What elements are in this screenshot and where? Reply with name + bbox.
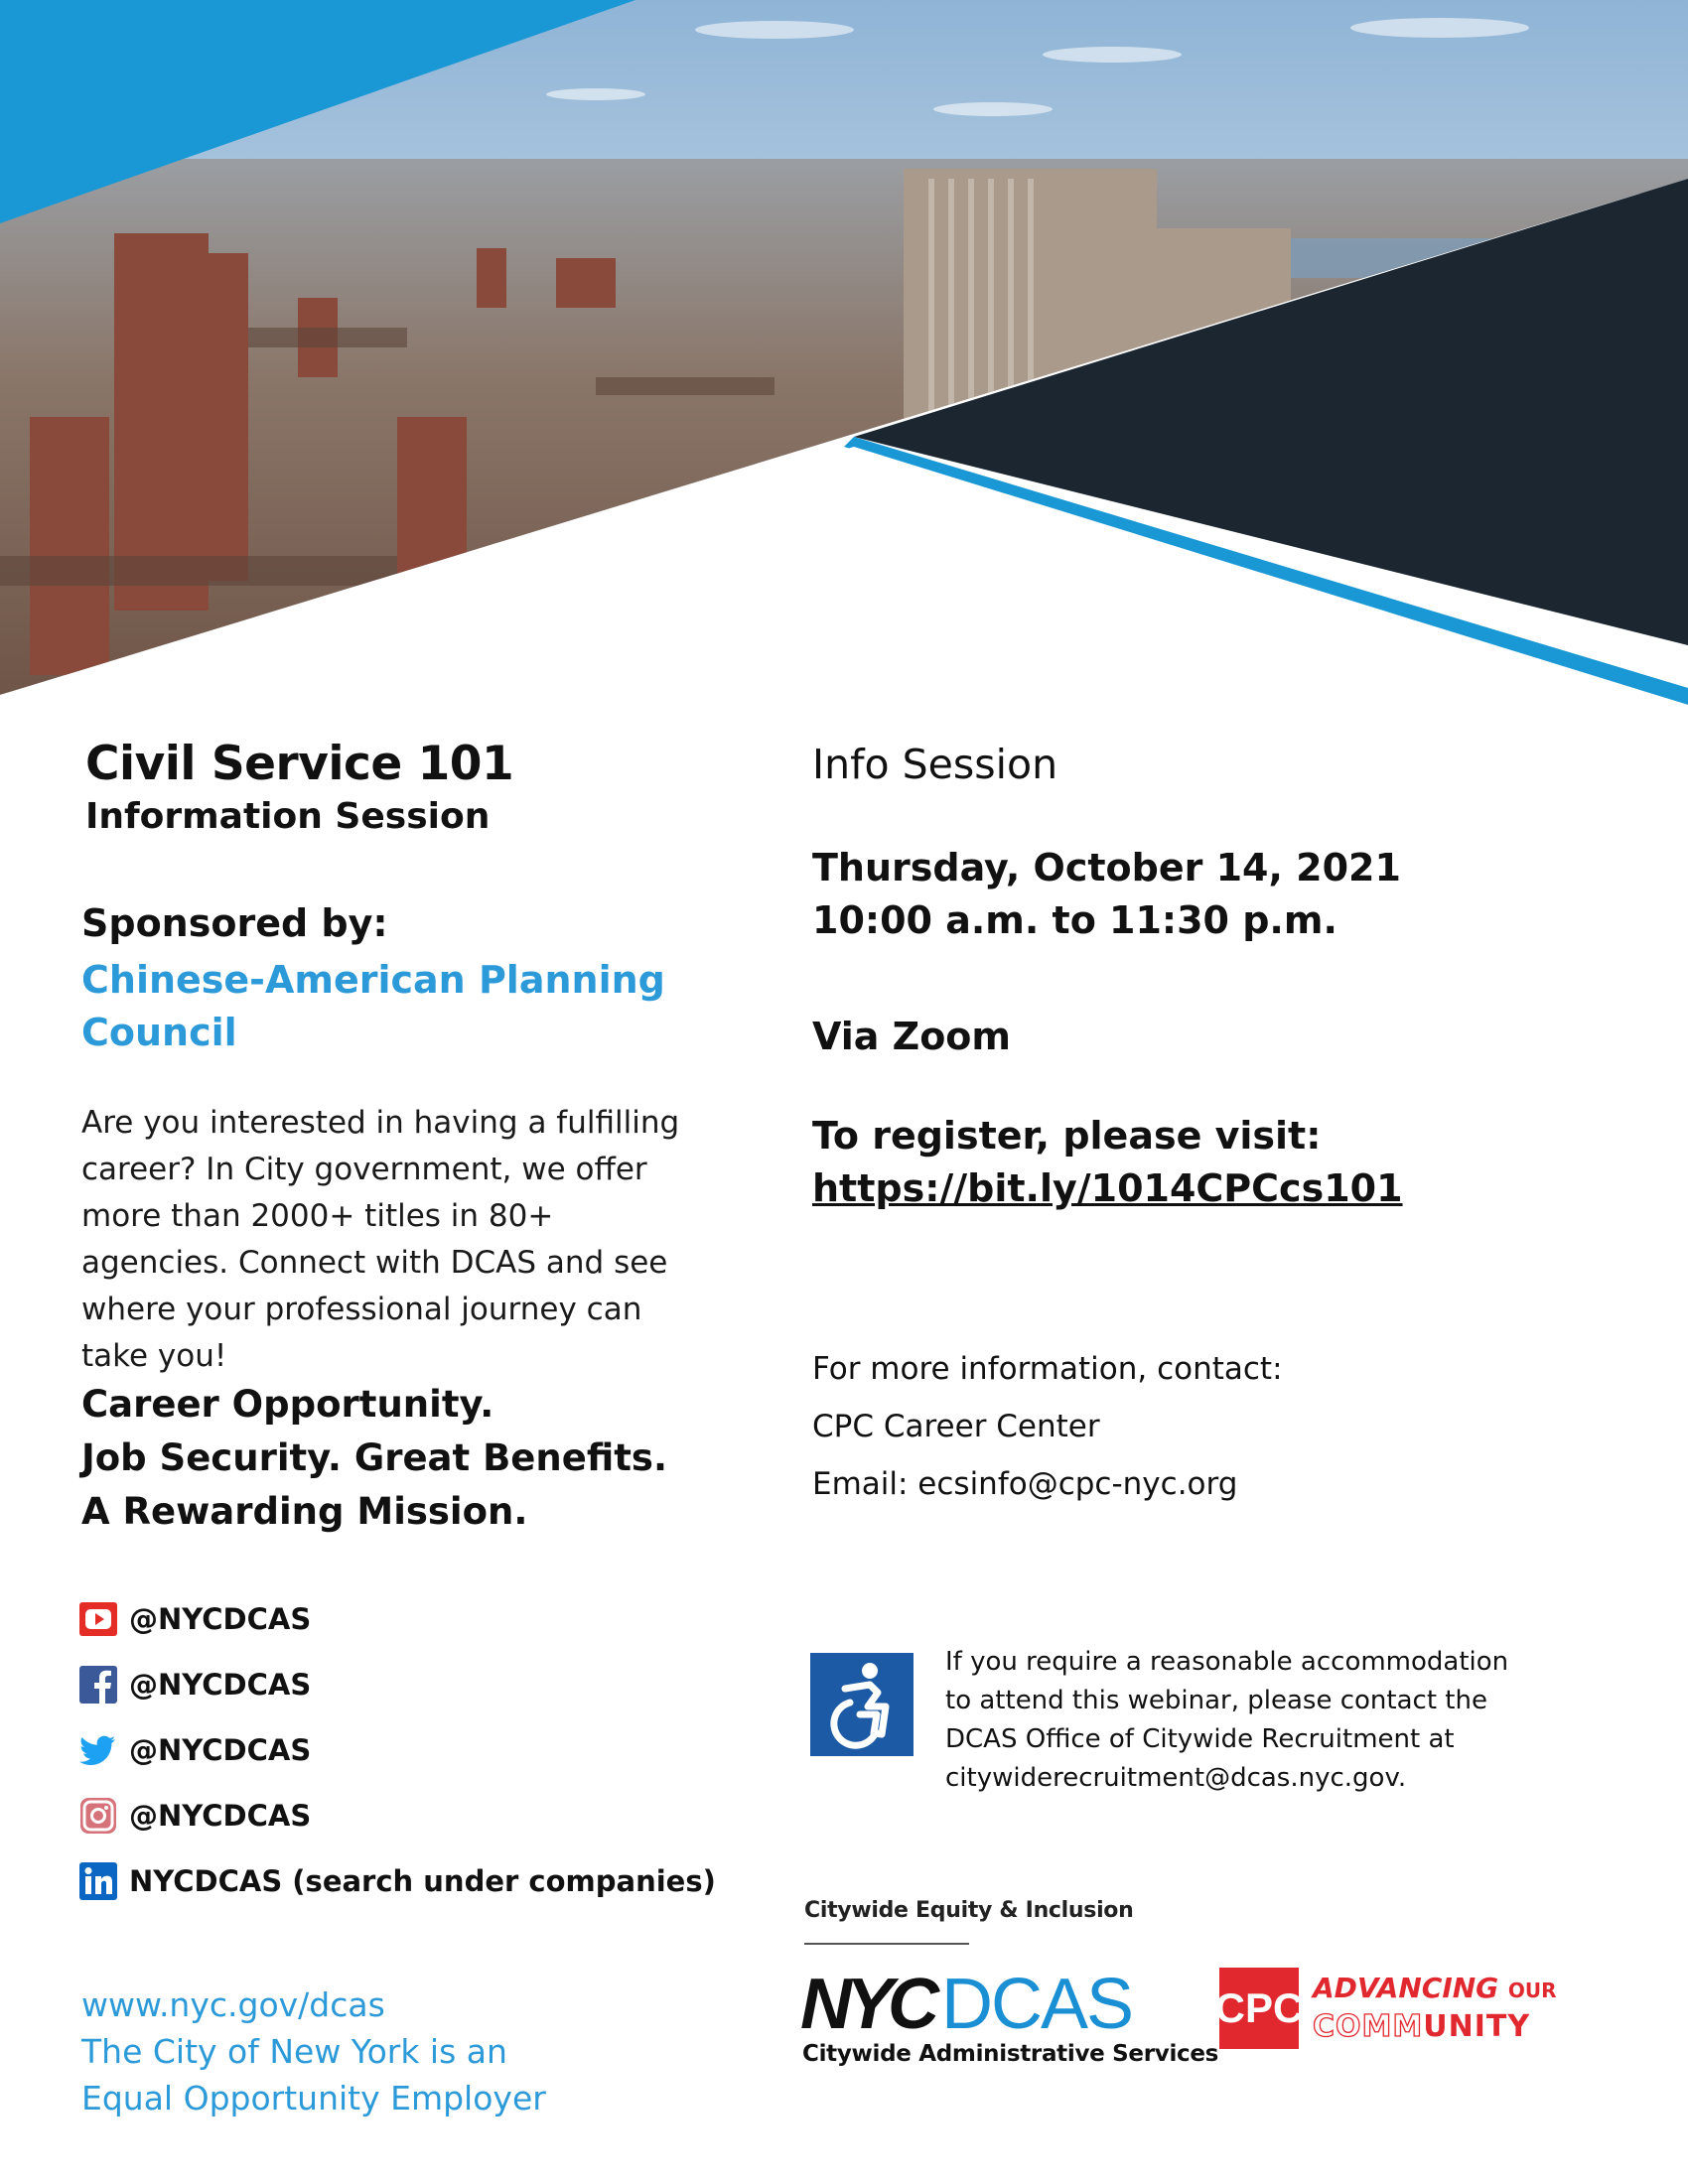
social-youtube[interactable] — [79, 1600, 716, 1638]
dcas-website-link[interactable]: www.nyc.gov/dcas — [81, 1985, 385, 2024]
cpc-slogan-line1 — [1313, 1972, 1557, 2004]
divider — [804, 1943, 969, 1945]
tagline: Career Opportunity. — [81, 1383, 494, 1426]
instagram-icon — [79, 1797, 117, 1835]
contact-label: For more information, contact: — [812, 1351, 1283, 1387]
cpc-logo: CPC — [1219, 1968, 1299, 2049]
youtube-icon — [79, 1600, 117, 1638]
register-label: To register, please visit: — [812, 1114, 1322, 1158]
nyc-dcas-logo — [800, 1964, 1132, 2045]
page-title: Civil Service 101 — [85, 737, 514, 791]
contact-block — [812, 1340, 1283, 1513]
eeo-statement-line: The City of New York is an — [81, 2032, 507, 2071]
page-subtitle: Information Session — [85, 796, 491, 837]
register-link[interactable]: https://bit.ly/1014CPCcs101 — [812, 1166, 1403, 1210]
footer-left — [81, 1981, 546, 2121]
session-datetime — [812, 842, 1401, 947]
accessibility-icon — [810, 1653, 914, 1756]
info-session-header: Info Session — [812, 741, 1058, 788]
slogan-advancing: ADVANCING — [1313, 1972, 1499, 2004]
sponsor-org: Chinese-American Planning Council — [81, 958, 665, 1054]
contact-name: CPC Career Center — [812, 1409, 1100, 1444]
social-handle: @NYCDCAS — [129, 1733, 312, 1767]
tagline: Job Security. Great Benefits. — [81, 1436, 668, 1479]
slogan-unity: UNITY — [1423, 2009, 1531, 2044]
taglines — [81, 1378, 667, 1539]
social-handle: NYCDCAS (search under companies) — [129, 1864, 716, 1898]
social-handle: @NYCDCAS — [129, 1668, 312, 1702]
social-twitter[interactable] — [79, 1731, 716, 1769]
slogan-comm: COMM — [1313, 2009, 1424, 2044]
session-venue: Via Zoom — [812, 1015, 1012, 1058]
dcas-full-name: Citywide Administrative Services — [802, 2041, 1219, 2067]
intro-paragraph: Are you interested in having a fulfilling career? In City government, we offer more than 2000+ titles in 80+ agencies. Connect with DCAS and see where your professional journey can take you! — [81, 1105, 680, 1374]
social-handle: @NYCDCAS — [129, 1799, 312, 1833]
accommodation-note: If you require a reasonable accommodation to attend this webinar, please contact the DCAS Office of Citywide Recruitment at citywiderecruitment@dcas.nyc.gov. — [945, 1647, 1509, 1793]
cpc-slogan-line2 — [1313, 2009, 1530, 2044]
contact-email[interactable]: Email: ecsinfo@cpc-nyc.org — [812, 1466, 1238, 1502]
linkedin-icon — [79, 1862, 117, 1900]
social-facebook[interactable] — [79, 1666, 716, 1704]
eeo-statement-line: Equal Opportunity Employer — [81, 2079, 546, 2117]
sponsor-label: Sponsored by: — [81, 901, 388, 945]
session-time: 10:00 a.m. to 11:30 p.m. — [812, 898, 1337, 942]
social-instagram[interactable] — [79, 1797, 716, 1835]
social-handle: @NYCDCAS — [129, 1602, 312, 1636]
twitter-icon — [79, 1731, 117, 1769]
equity-label: Citywide Equity & Inclusion — [804, 1898, 1134, 1923]
nyc-wordmark: NYC — [800, 1965, 934, 2044]
social-linkedin[interactable] — [79, 1862, 716, 1900]
hero-skyline-image — [0, 0, 1688, 705]
social-list — [79, 1600, 716, 1928]
tagline: A Rewarding Mission. — [81, 1490, 528, 1533]
facebook-icon — [79, 1666, 117, 1704]
dcas-wordmark: DCAS — [941, 1965, 1133, 2044]
session-date: Thursday, October 14, 2021 — [812, 846, 1401, 889]
register-block — [812, 1110, 1403, 1215]
slogan-our: OUR — [1507, 1979, 1557, 2002]
